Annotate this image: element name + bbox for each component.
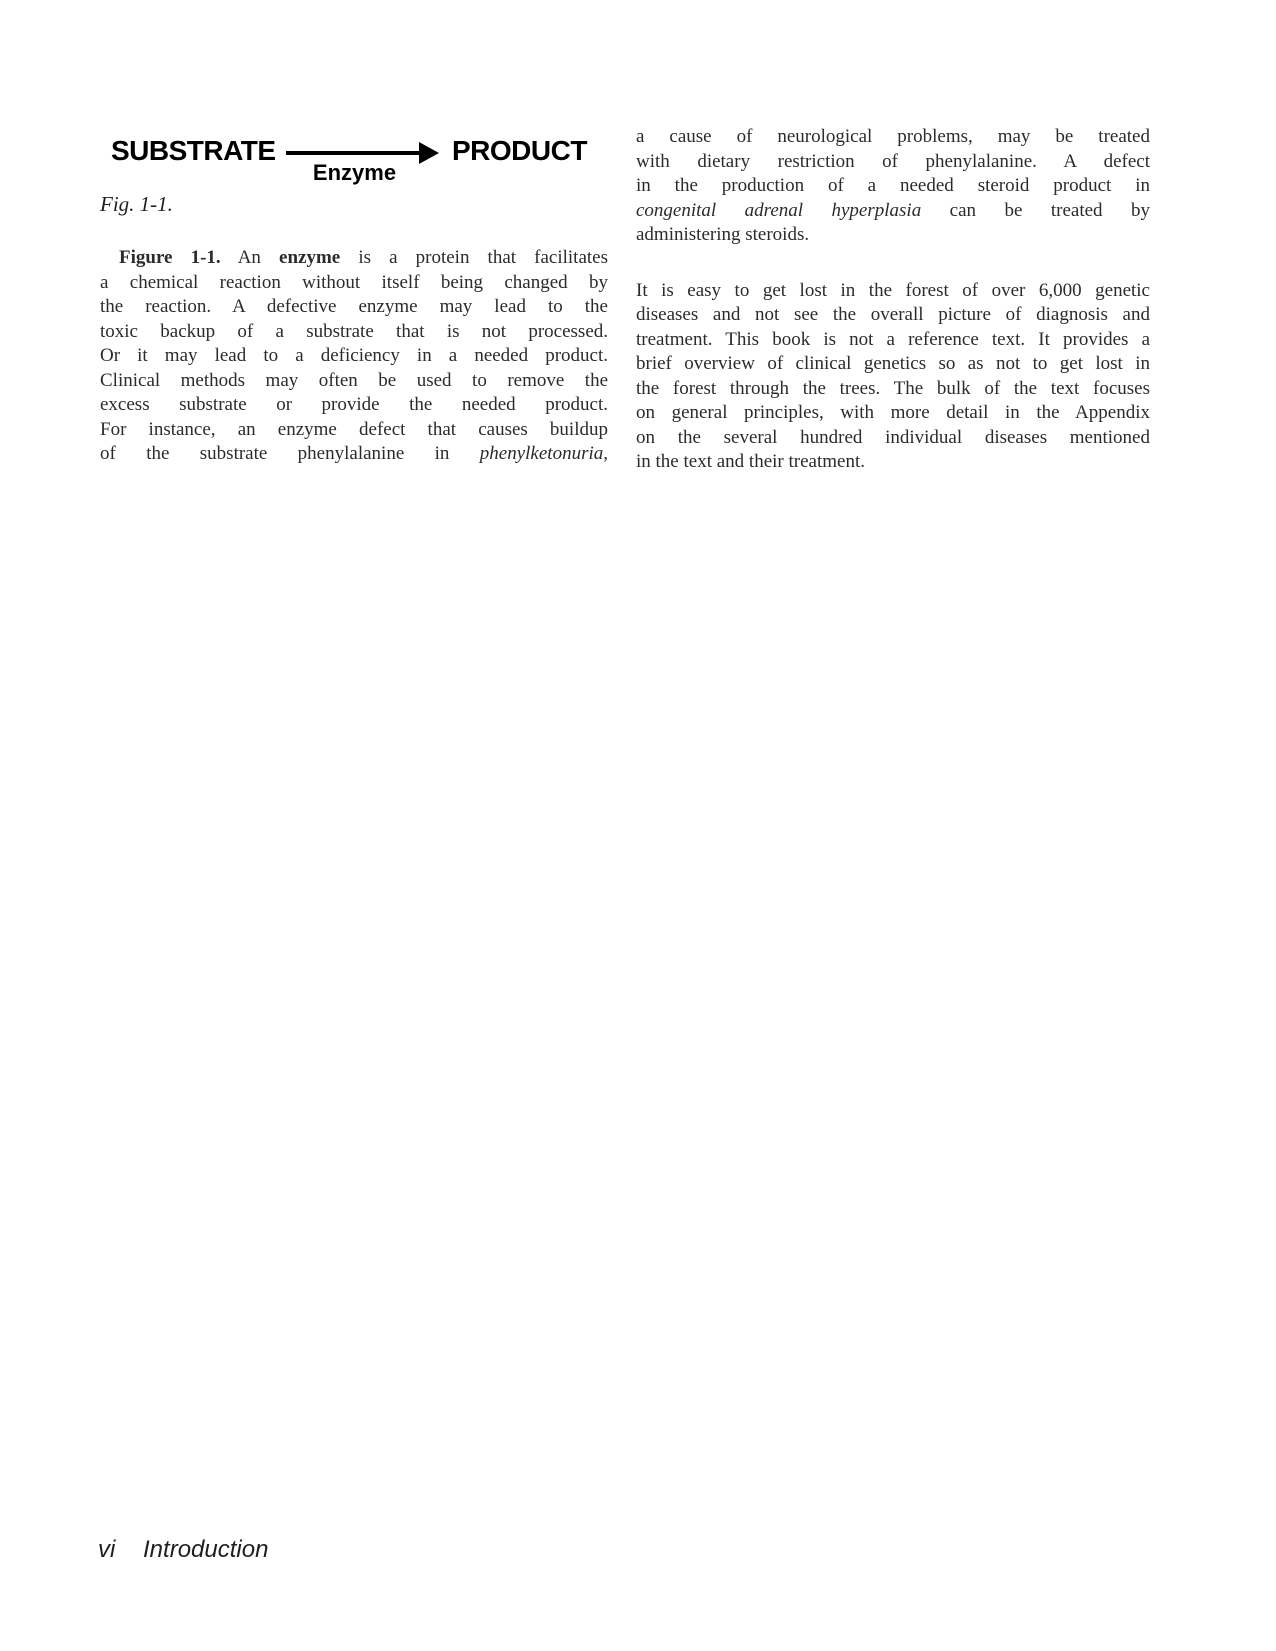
- text-line: brief overview of clinical genetics so as not to get lost in: [636, 353, 1150, 374]
- text-line: Figure 1-1. An enzyme is a protein that facilitates: [119, 247, 608, 268]
- section-title: Introduction: [143, 1536, 269, 1563]
- text-line: in the text and their treatment.: [636, 451, 865, 472]
- text-line: with dietary restriction of phenylalanine. A defect: [636, 150, 1150, 172]
- text-line: administering steroids.: [636, 224, 810, 245]
- text-line: on the several hundred individual diseases mentioned: [636, 426, 1150, 448]
- text-line: a cause of neurological problems, may be treated: [636, 126, 1150, 147]
- text-line: toxic backup of a substrate that is not processed.: [100, 320, 608, 342]
- overview-paragraph: [636, 279, 1150, 475]
- page-number: vi: [98, 1536, 116, 1563]
- text-line: For instance, an enzyme defect that causes buildup: [100, 418, 608, 440]
- text-line: the reaction. A defective enzyme may lead to the: [100, 296, 608, 317]
- figure-caption: Fig. 1-1.: [100, 192, 173, 216]
- substrate-label: SUBSTRATE: [111, 135, 276, 166]
- product-label: PRODUCT: [452, 135, 587, 166]
- enzyme-label: Enzyme: [312, 160, 397, 185]
- text-line: Or it may lead to a deficiency in a needed product.: [100, 345, 608, 366]
- text-line: It is easy to get lost in the forest of over 6,000 genetic: [636, 279, 1150, 301]
- text-line: excess substrate or provide the needed product.: [100, 394, 608, 415]
- text-line: treatment. This book is not a reference text. It provides a: [636, 328, 1150, 350]
- text-line: the forest through the trees. The bulk of the text focuses: [636, 377, 1150, 399]
- text-line: of the substrate phenylalanine in phenylketonuria,: [100, 443, 608, 464]
- text-line: diseases and not see the overall picture of diagnosis and: [636, 304, 1150, 325]
- figure-legend-paragraph: [100, 246, 608, 467]
- text-line: on general principles, with more detail in the Appendix: [636, 402, 1150, 423]
- continued-paragraph: [636, 125, 1150, 248]
- text-line: congenital adrenal hyperplasia can be treated by: [636, 199, 1150, 221]
- reaction-arrow-line: [286, 151, 420, 155]
- text-line: in the production of a needed steroid product in: [636, 175, 1150, 196]
- left-column: [100, 246, 608, 467]
- text-line: Clinical methods may often be used to remove the: [100, 369, 608, 391]
- page-footer: [98, 1536, 268, 1564]
- text-line: a chemical reaction without itself being changed by: [100, 271, 608, 293]
- right-column: [636, 125, 1150, 475]
